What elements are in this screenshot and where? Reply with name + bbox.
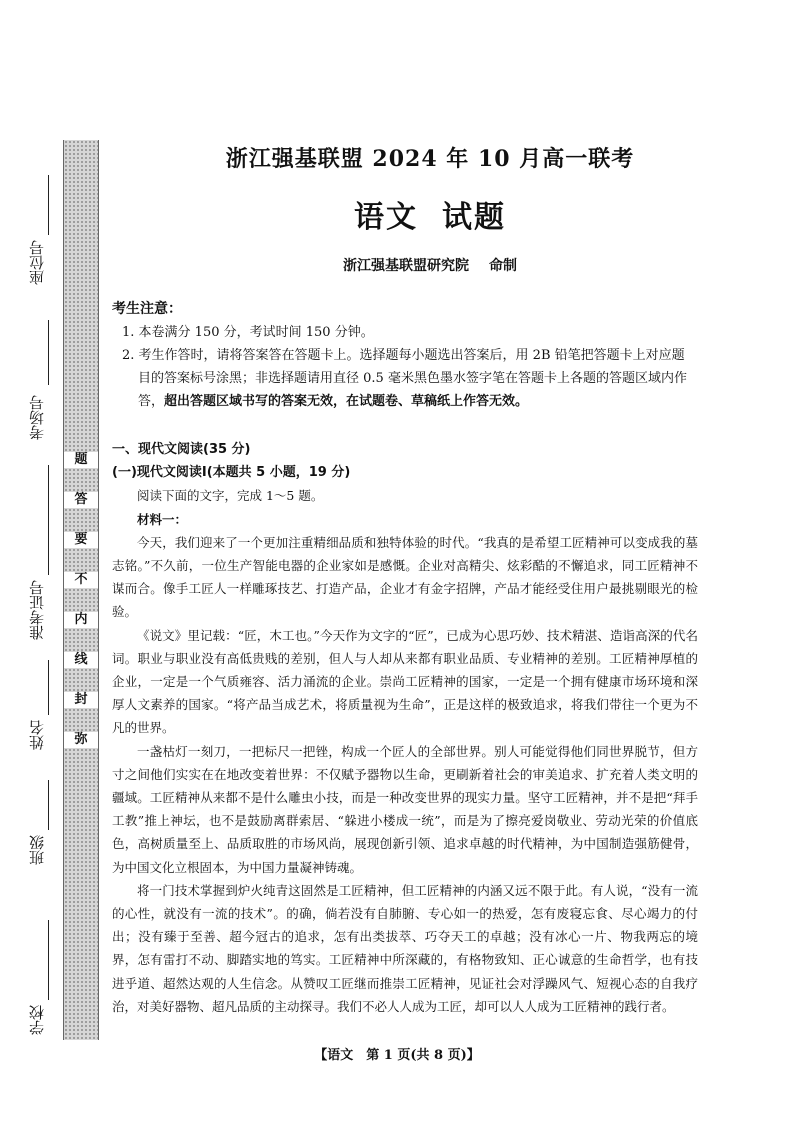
paragraph: 今天，我们迎来了一个更加注重精细品质和独特体验的时代。“我真的是希望工匠精神可以变成我的墓志铭。”不久前，一位生产智能电器的企业家如是感慨。企业对高精尖、炫彩酷的不懈追求，同工匠精神不谋而合。像手工匠人一样雕琢技艺、打造产品，企业才有金字招牌，产品才能经受住用户最挑剔眼光的检验。 — [112, 534, 698, 620]
seal-char: 线 — [64, 652, 98, 668]
org-name: 浙江强基联盟研究院 — [343, 258, 469, 274]
seal-char: 不 — [64, 572, 98, 588]
notice-item-emphasis: 超出答题区域书写的答案无效，在试题卷、草稿纸上作答无效。 — [164, 394, 529, 409]
subsection-heading: (一)现代文阅读Ⅰ(本题共 5 小题，19 分) — [112, 465, 351, 481]
paper-label: 试题 — [442, 200, 506, 235]
name-label: 姓名 — [28, 720, 46, 750]
class-label: 班级 — [28, 835, 46, 865]
ticket-label: 准考证号 — [28, 580, 46, 640]
school-line — [48, 920, 49, 1000]
paragraph: 将一门技术掌握到炉火纯青这固然是工匠精神，但工匠精神的内涵又远不限于此。有人说，“没有一流的心性，就没有一流的技术”。的确，倘若没有自肺腑、专心如一的热爱，怎有废寝忘食、尽心竭力的付出；没有臻于至善、超今冠古的追求，怎有出类拔萃、巧夺天工的卓越；没有冰心一片、物我两忘的境界，怎有雷打不动、脚踏实地的笃实。工匠精神中所深藏的，有格物致知、正心诚意的生命哲学，也有技进乎道、超然达观的人生信念。从赞叹工匠继而推崇工匠精神，见证社会对浮躁风气、短视心态的自我疗治，对美好器物、超凡品质的主动探寻。我们不必人人成为工匠，却可以人人成为工匠精神的践行者。 — [112, 882, 698, 1014]
seal-char: 内 — [64, 612, 98, 628]
exam-room-label: 考场号 — [28, 395, 46, 440]
seal-char: 要 — [64, 532, 98, 548]
notice-heading: 考生注意： — [112, 301, 182, 317]
school-label: 学校 — [28, 1005, 46, 1035]
notice-item: 1. 本卷满分 150 分，考试时间 150 分钟。 — [122, 325, 374, 340]
paragraph: 《说文》里记载：“匠，木工也。”今天作为文字的“匠”，已成为心思巧妙、技术精湛、造诣高深的代名词。职业与职业没有高低贵贱的差别，但人与人却从来都有职业品质、专业精神的差别。工匠精神厚植的企业，一定是一个气质雍容、活力涌流的企业。崇尚工匠精神的国家，一定是一个拥有健康市场环境和深厚人文素养的国家。“将产品当成艺术，将质量视为生命”，正是这样的极致追求，将我们带往一个更为不凡的世界。 — [112, 627, 698, 736]
page-footer: 【语文 第 1 页(共 8 页)】 — [314, 1048, 480, 1063]
paragraph: 一盏枯灯一刻刀，一把标尺一把锉，构成一个匠人的全部世界。别人可能觉得他们同世界脱节，但方寸之间他们实实在在地改变着世界：不仅赋予器物以生命，更刷新着社会的审美追求、扩充着人类文明的疆域。工匠精神从来都不是什么雕虫小技，而是一种改变世界的现实力量。坚守工匠精神，并不是把“拜手工教”推上神坛，也不是鼓励离群索居、“躲进小楼成一统”，而是为了擦亮爱岗敬业、劳动光荣的价值底色，高树质量至上、品质取胜的市场风尚，展现创新引领、追求卓越的时代精神，为中国制造强筋健骨，为中国文化立根固本，为中国力量凝神铸魂。 — [112, 743, 698, 875]
section-heading: 一、现代文阅读(35 分) — [112, 442, 251, 457]
seat-label: 座位号 — [28, 240, 46, 285]
ticket-line — [48, 465, 49, 575]
material-label: 材料一： — [137, 511, 188, 527]
exam-title: 浙江强基联盟 2024 年 10 月高一联考 — [225, 146, 635, 172]
name-line — [48, 660, 49, 715]
seal-char: 封 — [64, 692, 98, 708]
notice-item — [112, 344, 697, 413]
class-line — [48, 780, 49, 830]
seal-char: 题 — [64, 452, 98, 468]
seal-char: 弥 — [64, 732, 98, 748]
binding-seal-strip — [63, 140, 99, 1040]
subject-title — [120, 192, 740, 236]
reading-section — [112, 438, 698, 1018]
seal-char: 答 — [64, 492, 98, 508]
exam-notice — [112, 298, 697, 413]
notice-item-text: 2. 考生作答时，请将答案答在答题卡上。选择题每小题选出答案后，用 2B 铅笔把答题卡上对应题目的答案标号涂黑；非选择题请用直径 0.5 毫米黑色墨水签字笔在答题卡上各题的答题区域内作答， — [122, 348, 687, 409]
instruction: 阅读下面的文字，完成 1～5 题。 — [137, 488, 324, 504]
exam-room-line — [48, 320, 49, 385]
author-line — [120, 255, 740, 275]
made-label: 命制 — [489, 258, 517, 274]
seat-line — [48, 175, 49, 235]
subject-name: 语文 — [354, 200, 418, 235]
